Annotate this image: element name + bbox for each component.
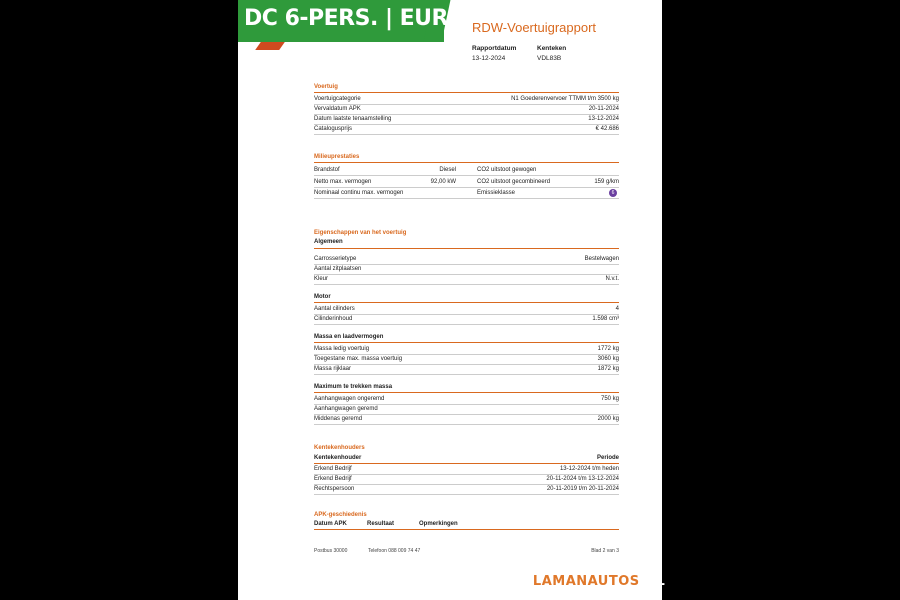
row-value: 1872 kg xyxy=(597,366,619,372)
row-label: Datum laatste tenaamstelling xyxy=(314,116,392,122)
divider xyxy=(314,342,619,343)
website-url[interactable] xyxy=(484,574,665,589)
license-plate xyxy=(537,44,566,64)
row-label: Massa ledig voertuig xyxy=(314,346,370,352)
row-value: 20-11-2019 t/m 20-11-2024 xyxy=(546,486,619,492)
row-value: 20-11-2024 xyxy=(588,106,619,112)
section-title-voertuig: Voertuig xyxy=(314,84,338,90)
subsection-title-motor: Motor xyxy=(314,294,331,300)
row-value: Diesel xyxy=(439,167,456,173)
row-value: 3060 kg xyxy=(597,356,619,362)
row-value: 92,00 kW xyxy=(430,179,456,185)
report-date xyxy=(472,44,516,64)
footer-page-number: Blad 2 van 3 xyxy=(591,548,619,554)
row-label: Aantal cilinders xyxy=(314,306,355,312)
row-label: Aantal zitplaatsen xyxy=(314,266,362,272)
divider xyxy=(314,162,619,163)
row-value: N1 Goederenvervoer TTMM t/m 3500 kg xyxy=(511,96,619,102)
row-value: 13-12-2024 t/m heden xyxy=(559,466,619,472)
row-label: Erkend Bedrijf xyxy=(314,466,352,472)
website-suffix: .NL xyxy=(639,574,666,589)
table-row xyxy=(314,124,619,135)
houders-col-header: Kentekenhouder xyxy=(314,455,362,461)
row-label: Vervaldatum APK xyxy=(314,106,361,112)
table-row xyxy=(314,414,619,425)
website-prefix: WWW. xyxy=(484,574,533,589)
report-page xyxy=(238,0,662,600)
row-label: Cilinderinhoud xyxy=(314,316,353,322)
row-label: CO2 uitstoot gewogen xyxy=(477,167,537,173)
footer-address: Postbus 30000 xyxy=(314,548,348,554)
emission-class-badge: 6 xyxy=(609,189,617,197)
plate-value: VDL83B xyxy=(537,55,562,62)
divider xyxy=(314,392,619,393)
table-row xyxy=(314,177,619,188)
subsection-title-algemeen: Algemeen xyxy=(314,239,343,245)
banner-text: DC 6-PERS. | EURO 6 xyxy=(244,6,489,31)
row-label: Aanhangwagen ongeremd xyxy=(314,396,385,402)
row-value: 4 xyxy=(615,306,619,312)
row-label: Rechtspersoon xyxy=(314,486,355,492)
section-title-milieu: Milieuprestaties xyxy=(314,154,360,160)
row-label: Netto max. vermogen xyxy=(314,179,372,185)
report-title: RDW-Voertuigrapport xyxy=(472,20,597,35)
table-row xyxy=(314,314,619,325)
houders-col-header-periode: Periode xyxy=(596,455,619,461)
brand-logo: LAMAN AUTO'S xyxy=(244,568,401,590)
divider xyxy=(314,529,619,530)
row-value: 1.598 cm³ xyxy=(592,316,619,322)
row-label: Brandstof xyxy=(314,167,340,173)
report-date-label: Rapportdatum xyxy=(472,45,517,52)
divider xyxy=(314,92,619,93)
apk-col-datum: Datum APK xyxy=(314,521,347,527)
table-row xyxy=(314,188,619,199)
website-accent: LAMANAUTOS xyxy=(532,574,640,589)
row-value: € 42.686 xyxy=(595,126,619,132)
row-label: Massa rijklaar xyxy=(314,366,352,372)
footer-phone: Telefoon 088 009 74 47 xyxy=(368,548,421,554)
row-label: Carrosserietype xyxy=(314,256,357,262)
table-row xyxy=(314,165,619,176)
row-value: 20-11-2024 t/m 13-12-2024 xyxy=(546,476,619,482)
row-value: 13-12-2024 xyxy=(588,116,619,122)
section-title-apk: APK-geschiedenis xyxy=(314,512,367,518)
report-date-value: 13-12-2024 xyxy=(472,55,506,62)
table-row xyxy=(314,274,619,285)
section-title-houders: Kentekenhouders xyxy=(314,445,365,451)
subsection-title-trekken: Maximum te trekken massa xyxy=(314,384,393,390)
row-value: N.v.t. xyxy=(605,276,619,282)
row-label: Voertuigcategorie xyxy=(314,96,361,102)
apk-col-opmerkingen: Opmerkingen xyxy=(419,521,458,527)
table-row xyxy=(314,484,619,495)
row-label: Erkend Bedrijf xyxy=(314,476,352,482)
row-label: Aanhangwagen geremd xyxy=(314,406,378,412)
table-row xyxy=(314,364,619,375)
subsection-title-massa: Massa en laadvermogen xyxy=(314,334,384,340)
row-label: Kleur xyxy=(314,276,329,282)
plate-label: Kenteken xyxy=(537,45,567,52)
row-value: 2000 kg xyxy=(597,416,619,422)
row-value: 1772 kg xyxy=(597,346,619,352)
divider xyxy=(314,248,619,249)
row-value: Bestelwagen xyxy=(584,256,619,262)
apk-col-resultaat: Resultaat xyxy=(367,521,395,527)
row-value: 159 g/km xyxy=(594,179,619,185)
row-label: Emissieklasse xyxy=(477,190,516,196)
row-label: Toegestane max. massa voertuig xyxy=(314,356,403,362)
row-label: Catalogusprijs xyxy=(314,126,353,132)
row-label: Nominaal continu max. vermogen xyxy=(314,190,404,196)
row-value: 750 kg xyxy=(600,396,619,402)
section-title-eigenschappen: Eigenschappen van het voertuig xyxy=(314,230,407,236)
divider xyxy=(314,302,619,303)
row-label: CO2 uitstoot gecombineerd xyxy=(477,179,551,185)
logo-swoosh-icon xyxy=(255,42,285,50)
row-label: Middenas geremd xyxy=(314,416,363,422)
